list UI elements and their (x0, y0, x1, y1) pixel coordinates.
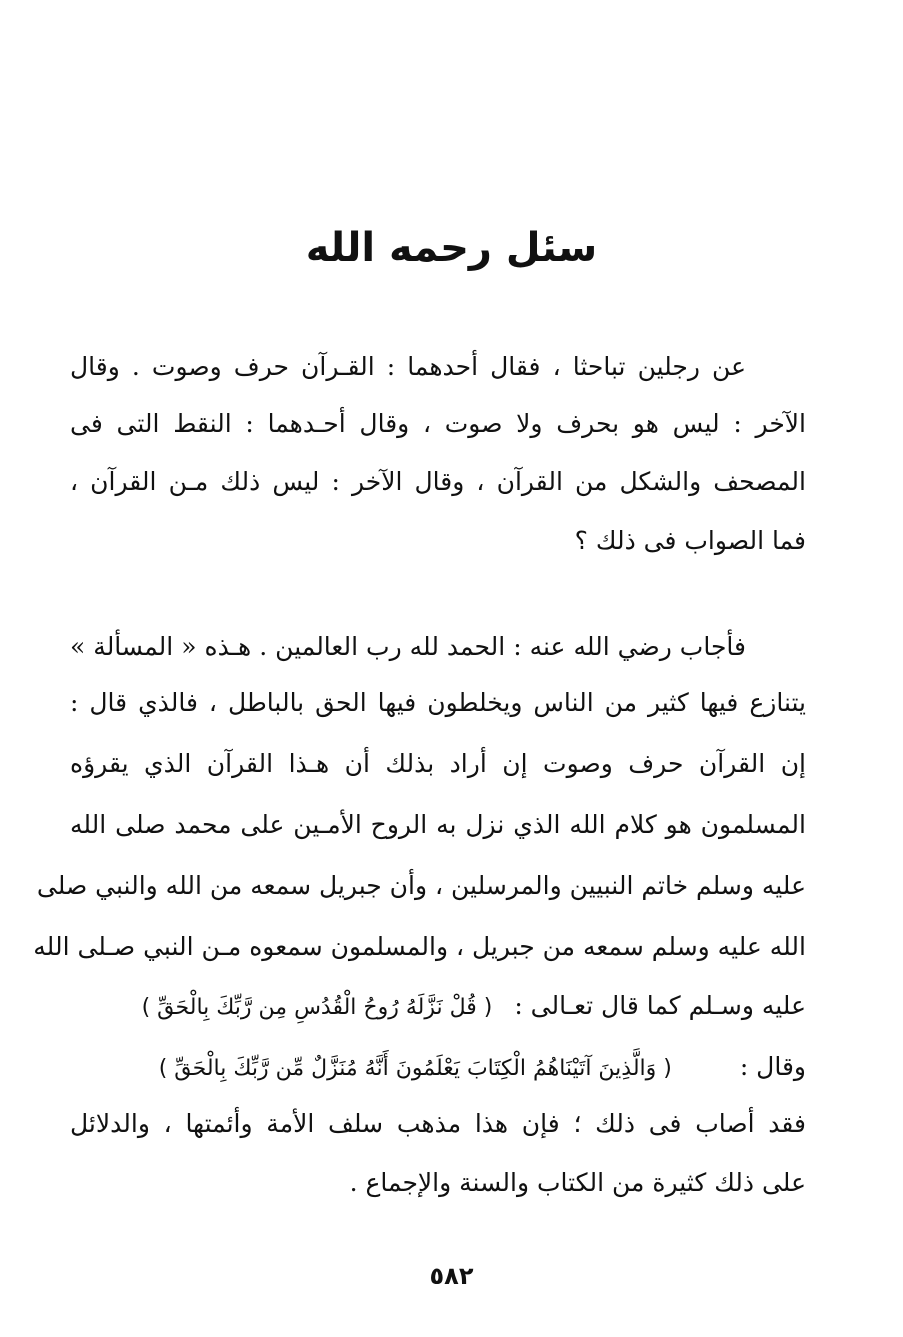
answer-line-10: على ذلك كثيرة من الكتاب والسنة والإجماع . (349, 1168, 806, 1197)
answer-line-2: يتنازع فيها كثير من الناس ويخلطون فيها الحق بالباطل ، فالذي قال : (70, 688, 806, 717)
answer-line-8-text: وقال : (739, 1052, 806, 1081)
answer-line-9: فقد أصاب فى ذلك ؛ فإن هذا مذهب سلف الأمة وأئمتها ، والدلائل (70, 1109, 806, 1138)
question-line-1: عن رجلين تباحثا ، فقال أحدهما : القـرآن حرف وصوت . وقال (70, 352, 746, 381)
answer-line-1: فأجاب رضي الله عنه : الحمد لله رب العالمين . هـذه « المسألة » (70, 632, 746, 661)
answer-line-8 (70, 1040, 806, 1094)
quran-verse-1: ( قُلْ نَزَّلَهُ رُوحُ الْقُدُسِ مِن رَّبِّكَ بِالْحَقِّ ) (141, 995, 493, 1020)
quran-verse-2: ( وَالَّذِينَ آتَيْنَاهُمُ الْكِتَابَ يَعْلَمُونَ أَنَّهُ مُنَزَّلٌ مِّن رَّبِّكَ بِالْحَقِّ ) (158, 1056, 672, 1081)
answer-line-6: الله عليه وسلم سمعه من جبريل ، والمسلمون سمعوه مـن النبي صـلى الله (33, 932, 806, 961)
section-heading: سئل رحمه الله (305, 225, 598, 271)
page-number: ٥٨٢ (429, 1262, 474, 1290)
answer-line-4: المسلمون هو كلام الله الذي نزل به الروح الأمـين على محمد صلى الله (70, 810, 806, 839)
answer-line-7-text: عليه وسـلم كما قال تعـالى : (514, 991, 806, 1020)
answer-line-7 (70, 979, 806, 1033)
question-line-3: المصحف والشكل من القرآن ، وقال الآخر : ليس ذلك مـن القرآن ، (70, 467, 806, 496)
question-line-4: فما الصواب فى ذلك ؟ (574, 526, 806, 555)
answer-line-3: إن القرآن حرف وصوت إن أراد بذلك أن هـذا القرآن الذي يقرؤه (70, 749, 806, 778)
question-line-2: الآخر : ليس هو بحرف ولا صوت ، وقال أحـدهما : النقط التى فى (70, 409, 806, 438)
answer-line-5: عليه وسلم خاتم النبيين والمرسلين ، وأن جبريل سمعه من الله والنبي صلى (36, 871, 806, 900)
